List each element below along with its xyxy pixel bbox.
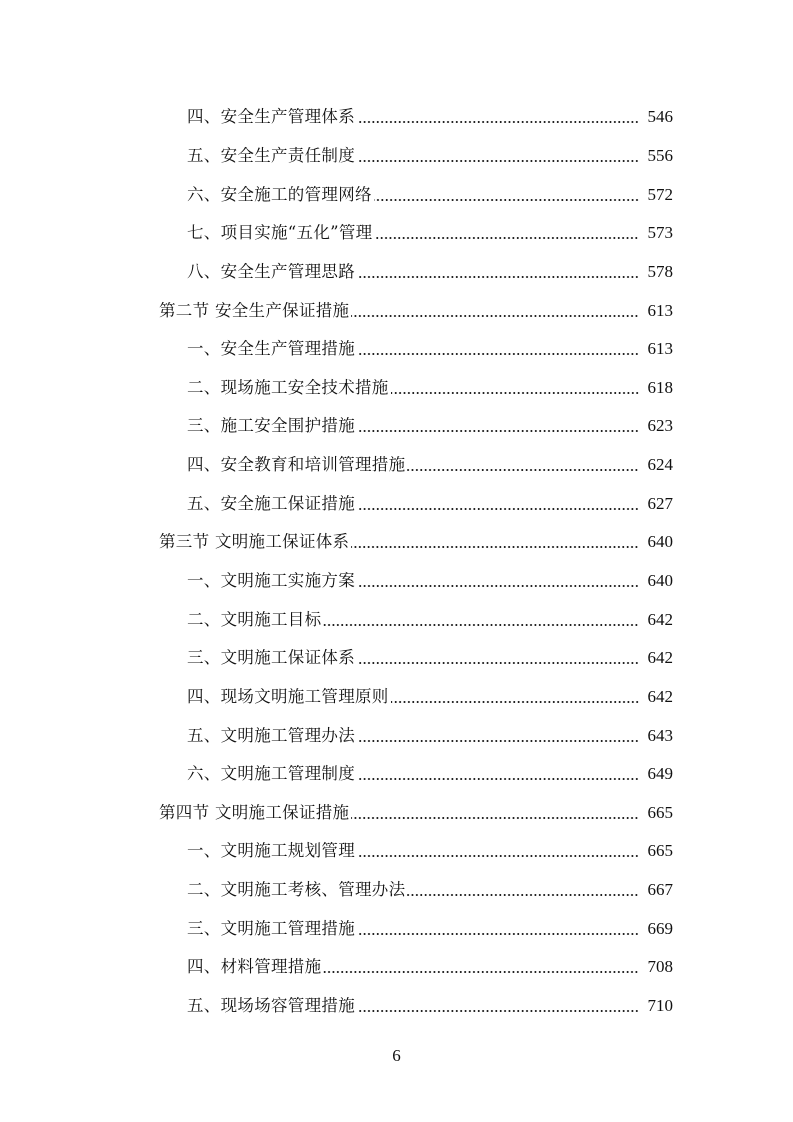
toc-entry-title: 六、安全施工的管理网络 [187, 184, 372, 204]
toc-entry-title: 五、安全生产责任制度 [187, 145, 355, 165]
toc-entry-page: 710 [647, 996, 673, 1016]
toc-entry[interactable] [0, 987, 793, 1026]
page-number: 6 [392, 1046, 401, 1065]
dot-leader [374, 199, 639, 201]
toc-entry[interactable] [0, 137, 793, 176]
dot-leader [357, 933, 639, 935]
toc-entry-title: 八、安全生产管理思路 [187, 261, 355, 281]
dot-leader [323, 971, 639, 973]
toc-entry-page: 573 [647, 223, 673, 243]
dot-leader [407, 469, 639, 471]
toc-entry-page: 642 [647, 648, 673, 668]
toc-entry-page: 546 [647, 107, 673, 127]
toc-entry[interactable] [0, 600, 793, 639]
dot-leader [351, 315, 639, 317]
dot-leader [357, 1010, 639, 1012]
toc-entry[interactable] [0, 368, 793, 407]
toc-entry-title: 四、安全生产管理体系 [187, 107, 355, 127]
toc-entry[interactable] [0, 407, 793, 446]
dot-leader [391, 701, 639, 703]
toc-entry-title: 五、安全施工保证措施 [187, 493, 355, 513]
toc-entry-page: 665 [647, 841, 673, 861]
toc-entry[interactable] [0, 253, 793, 292]
table-of-contents [0, 98, 793, 1025]
toc-entry[interactable] [0, 755, 793, 794]
toc-entry-title: 二、文明施工考核、管理办法 [187, 880, 406, 900]
toc-entry-page: 640 [647, 571, 673, 590]
toc-section-entry[interactable] [0, 794, 793, 833]
toc-entry-page: 578 [647, 261, 673, 281]
dot-leader [391, 392, 639, 394]
toc-entry-page: 624 [647, 455, 673, 475]
toc-entry-page: 640 [647, 532, 673, 552]
toc-entry[interactable] [0, 716, 793, 755]
dot-leader [357, 585, 639, 587]
toc-entry-page: 642 [647, 686, 673, 706]
toc-entry-title: 一、安全生产管理措施 [187, 339, 355, 359]
toc-entry-page: 669 [647, 918, 673, 938]
toc-entry-page: 627 [647, 493, 673, 513]
toc-entry-page: 667 [647, 880, 673, 900]
toc-section-entry[interactable] [0, 523, 793, 562]
toc-entry-title: 一、文明施工规划管理 [187, 841, 355, 861]
toc-entry-page: 556 [647, 145, 673, 165]
toc-entry-title: 二、文明施工目标 [187, 609, 322, 629]
dot-leader [351, 817, 639, 819]
toc-entry-title: 第四节 文明施工保证措施 [159, 802, 350, 822]
toc-entry-title: 五、现场场容管理措施 [187, 996, 355, 1016]
toc-entry[interactable] [0, 214, 793, 253]
dot-leader [357, 353, 639, 355]
dot-leader [357, 276, 639, 278]
toc-entry-page: 708 [647, 957, 673, 977]
dot-leader [351, 546, 639, 548]
dot-leader [407, 894, 639, 896]
toc-entry-page: 665 [647, 802, 673, 822]
toc-entry-title: 第三节 文明施工保证体系 [159, 532, 350, 552]
toc-entry-page: 623 [647, 416, 673, 436]
toc-entry[interactable] [0, 446, 793, 485]
toc-entry-title: 四、现场文明施工管理原则 [187, 686, 389, 706]
dot-leader [357, 430, 639, 432]
toc-entry-page: 613 [647, 339, 673, 359]
toc-entry[interactable] [0, 948, 793, 987]
dot-leader [357, 740, 639, 742]
toc-entry-title: 三、文明施工保证体系 [187, 648, 355, 668]
dot-leader [374, 237, 639, 239]
toc-entry-title: 四、安全教育和培训管理措施 [187, 455, 406, 475]
toc-entry-page: 613 [647, 300, 673, 320]
dot-leader [357, 778, 639, 780]
toc-entry-title: 一、文明施工实施方案 [187, 571, 355, 590]
toc-entry-page: 642 [647, 609, 673, 629]
toc-section-entry[interactable] [0, 291, 793, 330]
toc-entry-title: 二、现场施工安全技术措施 [187, 377, 389, 397]
toc-entry-page: 649 [647, 764, 673, 784]
toc-entry-title: 第二节 安全生产保证措施 [159, 300, 350, 320]
toc-entry[interactable] [0, 175, 793, 214]
toc-entry[interactable] [0, 484, 793, 523]
toc-entry-page: 643 [647, 725, 673, 745]
dot-leader [357, 121, 639, 123]
dot-leader [357, 662, 639, 664]
toc-entry[interactable] [0, 909, 793, 948]
toc-entry-page: 618 [647, 377, 673, 397]
toc-entry[interactable] [0, 562, 793, 601]
toc-entry[interactable] [0, 639, 793, 678]
dot-leader [357, 855, 639, 857]
dot-leader [323, 624, 639, 626]
dot-leader [357, 160, 639, 162]
toc-entry-title: 七、项目实施“五化”管理 [187, 223, 373, 243]
toc-entry[interactable] [0, 871, 793, 910]
toc-entry-title: 三、文明施工管理措施 [187, 918, 355, 938]
toc-entry[interactable] [0, 98, 793, 137]
toc-entry-page: 572 [647, 184, 673, 204]
toc-entry[interactable] [0, 678, 793, 717]
toc-entry[interactable] [0, 832, 793, 871]
toc-entry-title: 四、材料管理措施 [187, 957, 322, 977]
toc-entry[interactable] [0, 330, 793, 369]
dot-leader [357, 508, 639, 510]
toc-entry-title: 六、文明施工管理制度 [187, 764, 355, 784]
toc-entry-title: 五、文明施工管理办法 [187, 725, 355, 745]
toc-entry-title: 三、施工安全围护措施 [187, 416, 355, 436]
